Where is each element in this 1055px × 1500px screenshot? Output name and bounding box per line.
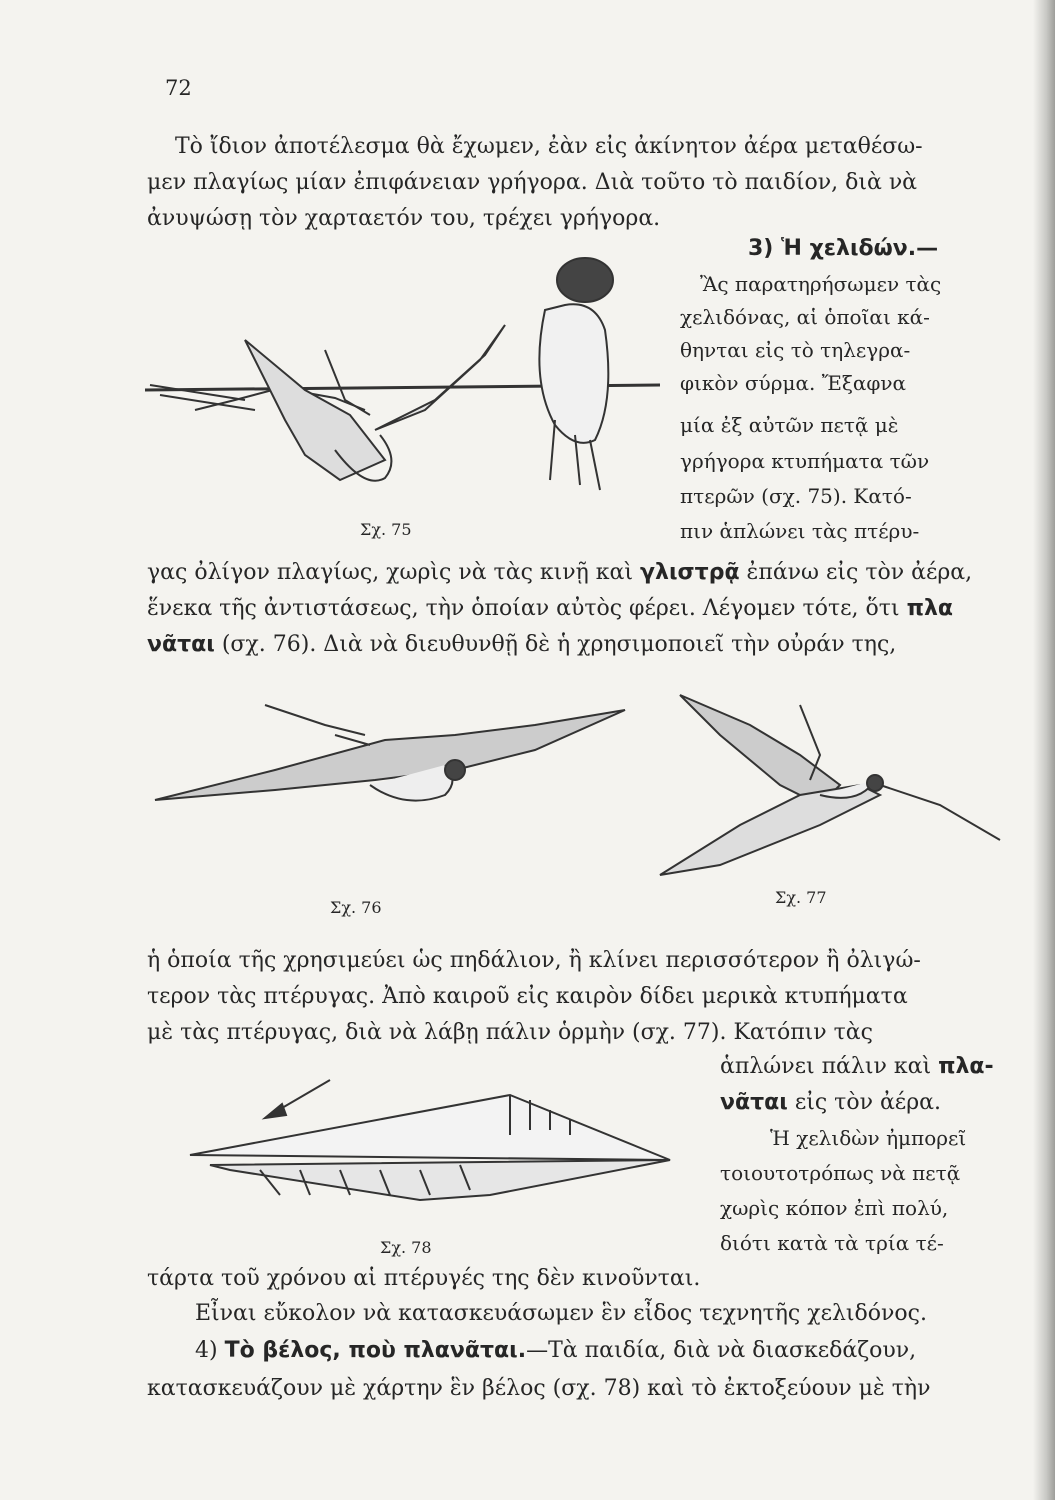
page-number: 72: [165, 76, 192, 100]
text-line: τερον τὰς πτέρυγας. Ἀπὸ καιροῦ εἰς καιρὸν δίδει μερικὰ κτυπήματα: [147, 984, 908, 1009]
text-line: πιν ἁπλώνει τὰς πτέρυ-: [680, 519, 920, 543]
text-line: Ἂς παρατηρήσωμεν τὰς: [700, 272, 942, 296]
text-line: μεν πλαγίως μίαν ἐπιφάνειαν γρήγορα. Διὰ τοῦτο τὸ παιδίον, διὰ νὰ: [147, 170, 918, 195]
text-line: νᾶται εἰς τὸν ἀέρα.: [720, 1090, 941, 1115]
figure-caption: Σχ. 78: [380, 1238, 432, 1257]
text-line: μία ἐξ αὐτῶν πετᾷ μὲ: [680, 413, 899, 437]
text-line: Ἡ χελιδὼν ἠμπορεῖ: [770, 1126, 967, 1150]
text-line: ἀνυψώσῃ τὸν χαρταετόν του, τρέχει γρήγορα.: [147, 206, 661, 231]
figure-76-gliding-swallow: [155, 695, 625, 815]
figure-caption: Σχ. 75: [360, 520, 412, 539]
figure-caption: Σχ. 77: [775, 888, 827, 907]
text-line: χωρὶς κόπον ἐπὶ πολύ,: [720, 1196, 949, 1220]
text-line: ἕνεκα τῆς ἀντιστάσεως, τὴν ὁποίαν αὐτὸς φέρει. Λέγομεν τότε, ὅτι πλα: [147, 596, 954, 621]
figure-75-swallows-on-wire: [135, 250, 665, 510]
text-line: γας ὀλίγον πλαγίως, χωρὶς νὰ τὰς κινῇ καὶ γλιστρᾷ ἐπάνω εἰς τὸν ἀέρα,: [147, 560, 973, 585]
text-line: θηνται εἰς τὸ τηλεγρα-: [680, 338, 911, 362]
text-line: ἡ ὁποία τῆς χρησιμεύει ὡς πηδάλιον, ἢ κλίνει περισσότερον ἢ ὀλιγώ-: [147, 948, 921, 973]
text-line: Εἶναι εὔκολον νὰ κατασκευάσωμεν ἓν εἶδος τεχνητῆς χελιδόνος.: [195, 1301, 927, 1326]
text-line: διότι κατὰ τὰ τρία τέ-: [720, 1231, 944, 1255]
text-line: γρήγορα κτυπήματα τῶν: [680, 449, 930, 473]
section-heading: 3) Ἡ χελιδών.—: [748, 236, 939, 261]
text-line: νᾶται (σχ. 76). Διὰ νὰ διευθυνθῇ δὲ ἡ χρησιμοποιεῖ τὴν οὐράν της,: [147, 632, 897, 657]
figure-77-swallow-flapping: [660, 695, 1000, 880]
text-line: χελιδόνας, αἱ ὁποῖαι κά-: [680, 305, 930, 329]
text-line: Τὸ ἴδιον ἀποτέλεσμα θὰ ἔχωμεν, ἐὰν εἰς ἀκίνητον ἀέρα μεταθέσω-: [175, 134, 923, 159]
text-line: ἁπλώνει πάλιν καὶ πλα-: [720, 1054, 994, 1079]
perched-swallow-body: [539, 304, 608, 443]
text-line: τοιουτοτρόπως νὰ πετᾷ: [720, 1161, 961, 1185]
figure-caption: Σχ. 76: [330, 898, 382, 917]
text-line: φικὸν σύρμα. Ἔξαφνα: [680, 371, 907, 395]
text-line: πτερῶν (σχ. 75). Κατό-: [680, 484, 912, 508]
text-line: κατασκευάζουν μὲ χάρτην ἓν βέλος (σχ. 78) καὶ τὸ ἐκτοξεύουν μὲ τὴν: [147, 1376, 931, 1401]
swallow-right-wing: [375, 325, 505, 430]
direction-arrow-head: [265, 1104, 286, 1118]
perched-swallow-head: [557, 258, 613, 302]
text-line: μὲ τὰς πτέρυγας, διὰ νὰ λάβῃ πάλιν ὁρμὴν (σχ. 77). Κατόπιν τὰς: [147, 1020, 873, 1045]
text-line: 4) Τὸ βέλος, ποὺ πλανᾶται.—Τὰ παιδία, διὰ νὰ διασκεδάζουν,: [195, 1338, 917, 1363]
figure-78-paper-arrow: [190, 1070, 690, 1205]
text-line: τάρτα τοῦ χρόνου αἱ πτέρυγές της δὲν κινοῦνται.: [147, 1266, 701, 1291]
page-edge-shadow: [1033, 0, 1055, 1500]
